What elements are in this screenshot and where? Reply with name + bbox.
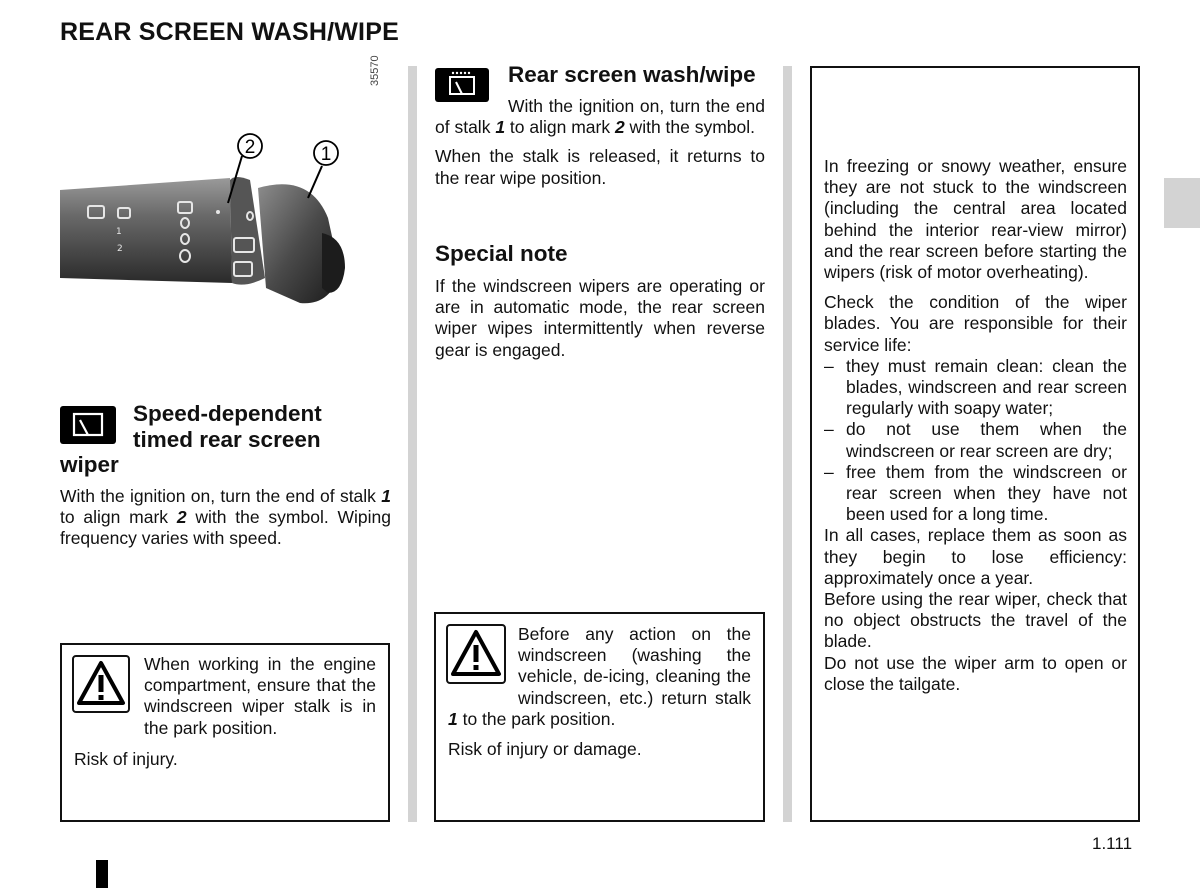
callout-2-label: 2: [244, 137, 256, 158]
wiper-care-box: [810, 66, 1140, 822]
wiper-care-list: [824, 356, 1127, 526]
warning-middle-risk: Risk of injury or damage.: [448, 739, 642, 759]
special-note-body: If the windscreen wipers are operating or are in automatic mode, the rear screen wiper wipes intermittently when reverse gear is engaged.: [435, 276, 765, 360]
special-note-heading: Special note: [435, 241, 568, 266]
rear-wash-release-text: When the stalk is released, it returns to the rear wipe position.: [435, 146, 765, 188]
page-number: 1.111: [1092, 834, 1133, 853]
speed-dependent-body: With the ignition on, turn the end of stalk 1 to align mark 2 with the symbol. Wiping frequency varies with speed.: [60, 486, 391, 549]
column-separator-right: [783, 66, 792, 822]
page-edge-mark: [96, 860, 108, 888]
wiper-care-para2: Check the condition of the wiper blades. You are responsible for their service life:: [824, 292, 1127, 355]
list-item: – they must remain clean: clean the blades, windscreen and rear screen regularly with soapy water;: [824, 356, 1127, 420]
warning-left-risk: Risk of injury.: [74, 749, 178, 769]
warning-icon: [72, 655, 130, 713]
list-item: – do not use them when the windscreen or rear screen are dry;: [824, 419, 1127, 461]
list-item: – free them from the windscreen or rear screen when they have not been used for a long time.: [824, 462, 1127, 526]
speed-dependent-heading-line1: Speed-dependent: [133, 401, 322, 426]
wiper-care-para1: In freezing or snowy weather, ensure they are not stuck to the windscreen (including the central area located behind the interior rear-view mirror) and the rear screen before starting the wipers (risk of motor overheating).: [824, 156, 1127, 283]
rear-wash-heading: Rear screen wash/wipe: [508, 62, 756, 87]
wiper-stalk-figure: [60, 128, 360, 318]
stalk-mark-1: 1: [116, 227, 122, 237]
wiper-care-para3: In all cases, replace them as soon as they begin to lose efficiency: approximately once a year.: [824, 525, 1127, 588]
warning-box-engine: [60, 643, 390, 822]
rear-wash-body: With the ignition on, turn the end of stalk 1 to align mark 2 with the symbol. When the stalk is released, it returns to the rear wipe position.: [435, 96, 765, 188]
warning-box-stalk: [434, 612, 765, 822]
column-separator-left: [408, 66, 417, 822]
wiper-care-para5: Do not use the wiper arm to open or close the tailgate.: [824, 652, 1127, 694]
stalk-mark-2: 2: [117, 244, 123, 254]
wiper-care-para4: Before using the rear wiper, check that no object obstructs the travel of the blade.: [824, 589, 1127, 652]
callout-1-label: 1: [320, 144, 332, 165]
speed-dependent-heading-line2: timed rear screen: [133, 427, 321, 452]
rear-wiper-icon: [60, 406, 116, 444]
image-code: 35570: [369, 55, 381, 86]
warning-middle-text: Before any action on the windscreen (washing the vehicle, de-icing, cleaning the windscreen, etc.) return stalk 1 to the park position.: [448, 624, 751, 729]
warning-left-text: When working in the engine compartment, ensure that the windscreen wiper stalk is in the park position.: [144, 654, 376, 738]
speed-dependent-heading-line3: wiper: [60, 452, 119, 477]
section-tab: [1164, 178, 1200, 228]
page-title: REAR SCREEN WASH/WIPE: [60, 18, 399, 46]
